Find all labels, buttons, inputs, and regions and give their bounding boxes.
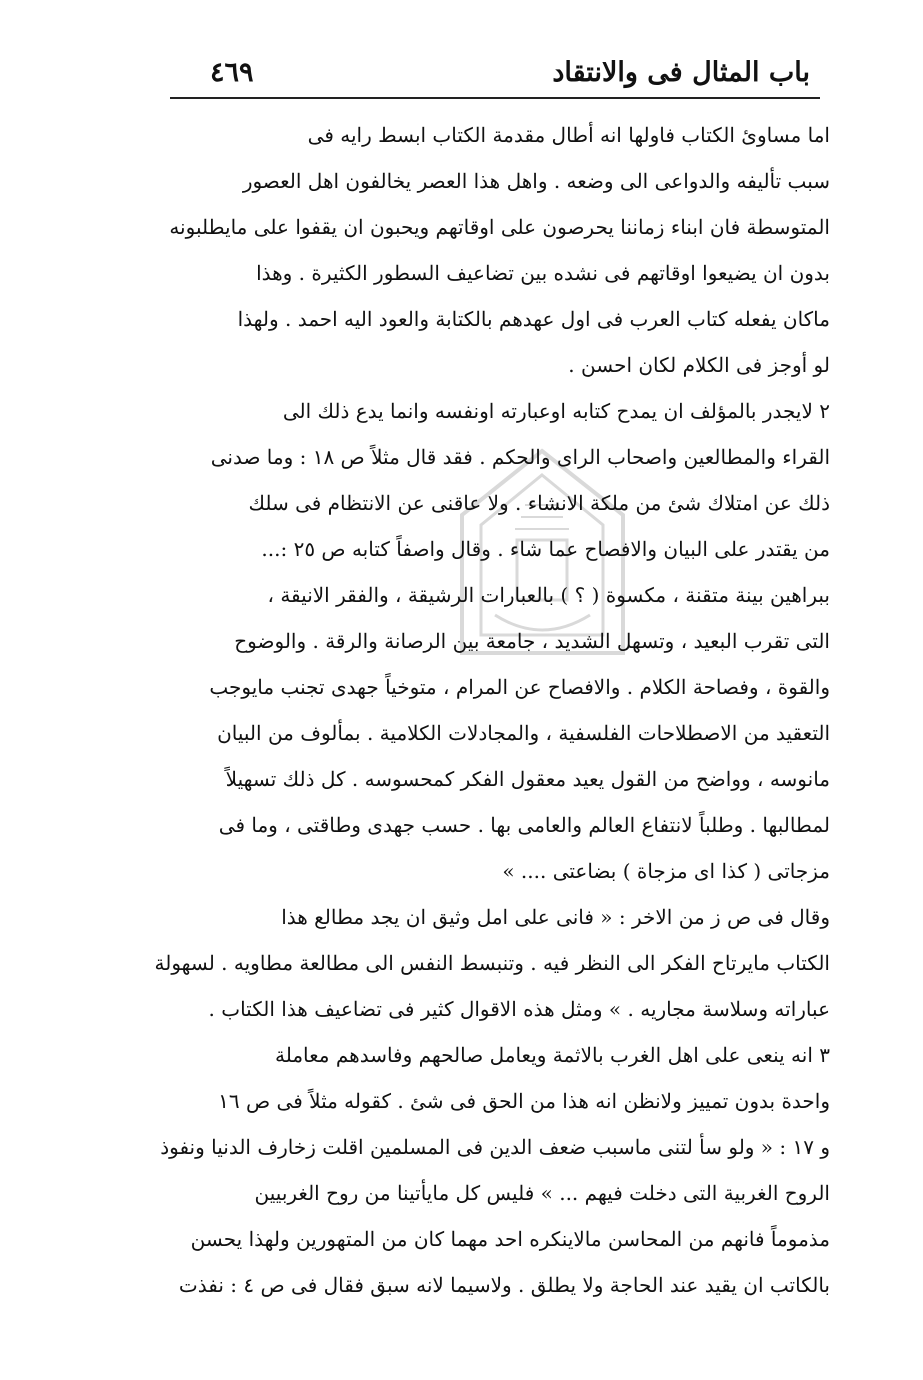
text-line: ٢ لايجدر بالمؤلف ان يمدح كتابه اوعبارته اونفسه وانما يدع ذلك الى [282, 399, 830, 423]
text-line: اما مساوئ الكتاب فاولها انه أطال مقدمة الكتاب ابسط رايه فى [307, 123, 830, 147]
text-line: التى تقرب البعيد ، وتسهل الشديد ، جامعة بين الرصانة والرقة . والوضوح [234, 629, 830, 653]
text-line: مانوسه ، وواضح من القول يعيد معقول الفكر كمحسوسه . كل ذلك تسهيلاً [225, 767, 830, 791]
text-line: بالكاتب ان يقيد عند الحاجة ولا يطلق . ولاسيما لانه سبق فقال فى ص ٤ : نفذت [178, 1273, 830, 1297]
header-rule [170, 97, 820, 99]
text-line: سبب تأليفه والدواعى الى وضعه . واهل هذا العصر يخالفون اهل العصور [242, 169, 830, 193]
text-line: ٣ انه ينعى على اهل الغرب بالاثمة ويعامل صالحهم وفاسدهم معاملة [274, 1043, 830, 1067]
text-line: مذموماً فانهم من المحاسن مالاينكره احد مهما كان من المتهورين ولهذا يحسن [190, 1227, 830, 1251]
text-line: الكتاب مايرتاح الفكر الى النظر فيه . وتنبسط النفس الى مطالعة مطاويه . لسهولة [154, 951, 830, 975]
page-header [170, 55, 820, 105]
text-line: و ١٧ : « ولو سأ لتنى ماسبب ضعف الدين فى المسلمين اقلت زخارف الدنيا ونفوذ [160, 1135, 830, 1159]
text-line: من يقتدر على البيان والافصاح عما شاء . وقال واصفاً كتابه ص ٢٥ :... [261, 537, 830, 561]
text-line: واحدة بدون تمييز ولانظن انه هذا من الحق فى شئ . كقوله مثلاً فى ص ١٦ [218, 1089, 830, 1113]
text-line: مزجاتى ( كذا اى مزجاة ) بضاعتى .... » [502, 859, 830, 883]
text-line: بدون ان يضيعوا اوقاتهم فى نشده بين تضاعيف السطور الكثيرة . وهذا [256, 261, 830, 285]
text-line: الروح الغربية التى دخلت فيهم ... » فليس كل مايأتينا من روح الغربيين [254, 1181, 830, 1205]
text-line: لمطالبها . وطلباً لانتفاع العالم والعامى بها . حسب جهدى وطاقتى ، وما فى [218, 813, 830, 837]
text-line: ببراهين بينة متقنة ، مكسوة ( ؟ ) بالعبارات الرشيقة ، والفقر الانيقة ، [267, 583, 830, 607]
text-line: والقوة ، وفصاحة الكلام . والافصاح عن المرام ، متوخياً جهدى تجنب مايوجب [209, 675, 830, 699]
page-number: ٤٦٩ [210, 57, 254, 88]
text-line: لو أوجز فى الكلام لكان احسن . [568, 353, 830, 377]
text-line: التعقيد من الاصطلاحات الفلسفية ، والمجادلات الكلامية . بمألوف من البيان [217, 721, 830, 745]
text-line: ذلك عن امتلاك شئ من ملكة الانشاء . ولا عاقنى عن الانتظام فى سلك [248, 491, 830, 515]
text-line: المتوسطة فان ابناء زماننا يحرصون على اوقاتهم ويحبون ان يقفوا على مايطلبونه [169, 215, 830, 239]
text-line: عباراته وسلاسة مجاريه . » ومثل هذه الاقوال كثير فى تضاعيف هذا الكتاب . [208, 997, 830, 1021]
running-title: باب المثال فى والانتقاد [552, 57, 810, 88]
main-text [140, 112, 830, 1308]
text-line: ماكان يفعله كتاب العرب فى اول عهدهم بالكتابة والعود اليه احمد . ولهذا [237, 307, 830, 331]
text-line: القراء والمطالعين واصحاب الراى والحكم . فقد قال مثلاً ص ١٨ : وما صدنى [210, 445, 830, 469]
text-line: وقال فى ص ز من الاخر : « فانى على امل وثيق ان يجد مطالع هذا [281, 905, 830, 929]
